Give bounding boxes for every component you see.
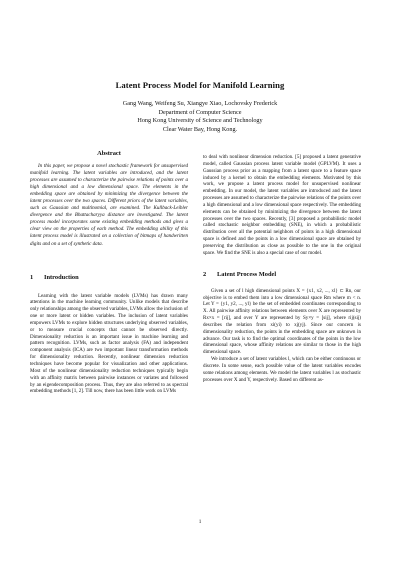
author-address: Clear Water Bay, Hong Kong. — [162, 125, 238, 133]
author-block — [0, 100, 400, 134]
section-number: 1 — [30, 273, 34, 281]
page-number: 1 — [198, 519, 202, 525]
abstract-text: In this paper, we propose a novel stochastic framework for unsupervised manifold learning. The latent variables are introduced, and the latent processes are assumed to characterize the pairwise relations of points over a high dimensional and a low dimensional space. The elements in the embedding space are obtained by minimizing the divergence between the latent processes over the two spaces. Different priors of the latent variables, such as Gaussian and multinomial, are examined. The Kullback-Leibler divergence and the Bhattacharyya distance are investigated. The latent process model incorporates some existing embedding methods and gives a clear view on the properties of each method. The embedding ability of this latent process model is illustrated on a collection of bitmaps of handwritten digits and on a set of synthetic data. — [30, 163, 188, 247]
section-heading-introduction — [30, 274, 188, 281]
model-paragraph-1-text: Given a set of l high dimensional points X = {x1, x2, ..., xl} ⊂ Rn, our objective is to embed them into a low dimensional space Rm where m < n. Let Y = {y1, y2, ..., yl} be the set of embedded coordinates corresponding to X. All pairwise affinity relations between elements over X are represented by Rx×x = [rij], and over Y are represented by Sy×y = [sij], where rij(sij) describes the relation from xi(yi) to xj(yj). Since our concern is dimensionality reduction, the points in the embedding space are unknown in advance. Our task is to find the optimal coordinates of the points in the low dimensional space, whose affinity relations are similar to those in the high dimensional space. — [203, 287, 361, 356]
section-title: Introduction — [44, 273, 79, 281]
left-column — [30, 150, 188, 395]
model-paragraph-2 — [203, 356, 361, 383]
author-department: Department of Computer Science — [158, 108, 242, 116]
section-title: Latent Process Model — [217, 270, 277, 278]
abstract-paragraph — [30, 163, 188, 248]
section-heading-latent-process-model — [203, 271, 361, 278]
author-names: Gang Wang, Weifeng Su, Xiangye Xiao, Lochovsky Frederick — [122, 100, 278, 107]
intro-continuation-paragraph: to deal with nonlinear dimension reduction. [5] proposed a latent generative model, called Gaussian process latent variable model (GPLVM). It uses a Gaussian process prior as a mapping from a latent space to a feature space induced by a kernel to obtain the embedding elements. Motivated by this work, we propose a latent process model for unsupervised nonlinear embedding. In our model, the latent variables are introduced and the latent processes are assumed to characterize the pairwise relations of the points over a high dimensional and a low dimensional space respectively. The embedding elements can be obtained by minimizing the divergence between the latent processes over the two spaces. Recently, [3] proposed a probabilistic model called stochastic neighbor embedding (SNE), in which a probabilistic distribution over all the potential neighbors of points in a high dimensional space is defined and the points in a low dimensional space are obtained by preserving the distribution as close as possible to the one in the original space. We find the SNE is also a special case of our model. — [203, 154, 361, 256]
abstract-heading: Abstract — [97, 150, 121, 157]
introduction-paragraph — [30, 293, 188, 396]
right-column — [203, 154, 361, 383]
introduction-text: Learning with the latent variable models (LVMs) has drawn many attentions in the machine learning community. Unlike models that describe only relationships among the observed variables, LVMs allow the inclusion of one or more latent or hidden variables. The inclusion of latent variables empowers LVMs to explore hidden structures underlying observed variables, or to measure crucial concepts that cannot be observed directly. Dimensionality reduction is an important issue in machine learning and pattern recognition. LVMs, such as factor analysis (FA) and independent component analysis (ICA) are two important linear transformation methods for dimensionality reduction. Recently, nonlinear dimension reduction techniques have become popular for visualization and other applications. Most of the nonlinear dimensionality reduction techniques typically begin with an affinity matrix between pairwise instances or variates and followed by an eigendecomposition process. Thus, they are also referred to as spectral embedding methods [1, 2]. Till now, there has been little work on LVMs — [30, 292, 188, 395]
model-paragraph-1 — [203, 288, 361, 356]
section-number: 2 — [203, 270, 207, 278]
model-paragraph-2-text: We introduce a set of latent variables l, which can be either continuous or discrete. In some sense, each possible value of the latent variables encodes some relations among elements. We model the latent variables l as stochastic processes over X and Y, respectively. Based on different as- — [203, 356, 361, 383]
paper-title: Latent Process Model for Manifold Learning — [115, 80, 285, 90]
author-university: Hong Kong University of Science and Technology — [137, 117, 263, 125]
